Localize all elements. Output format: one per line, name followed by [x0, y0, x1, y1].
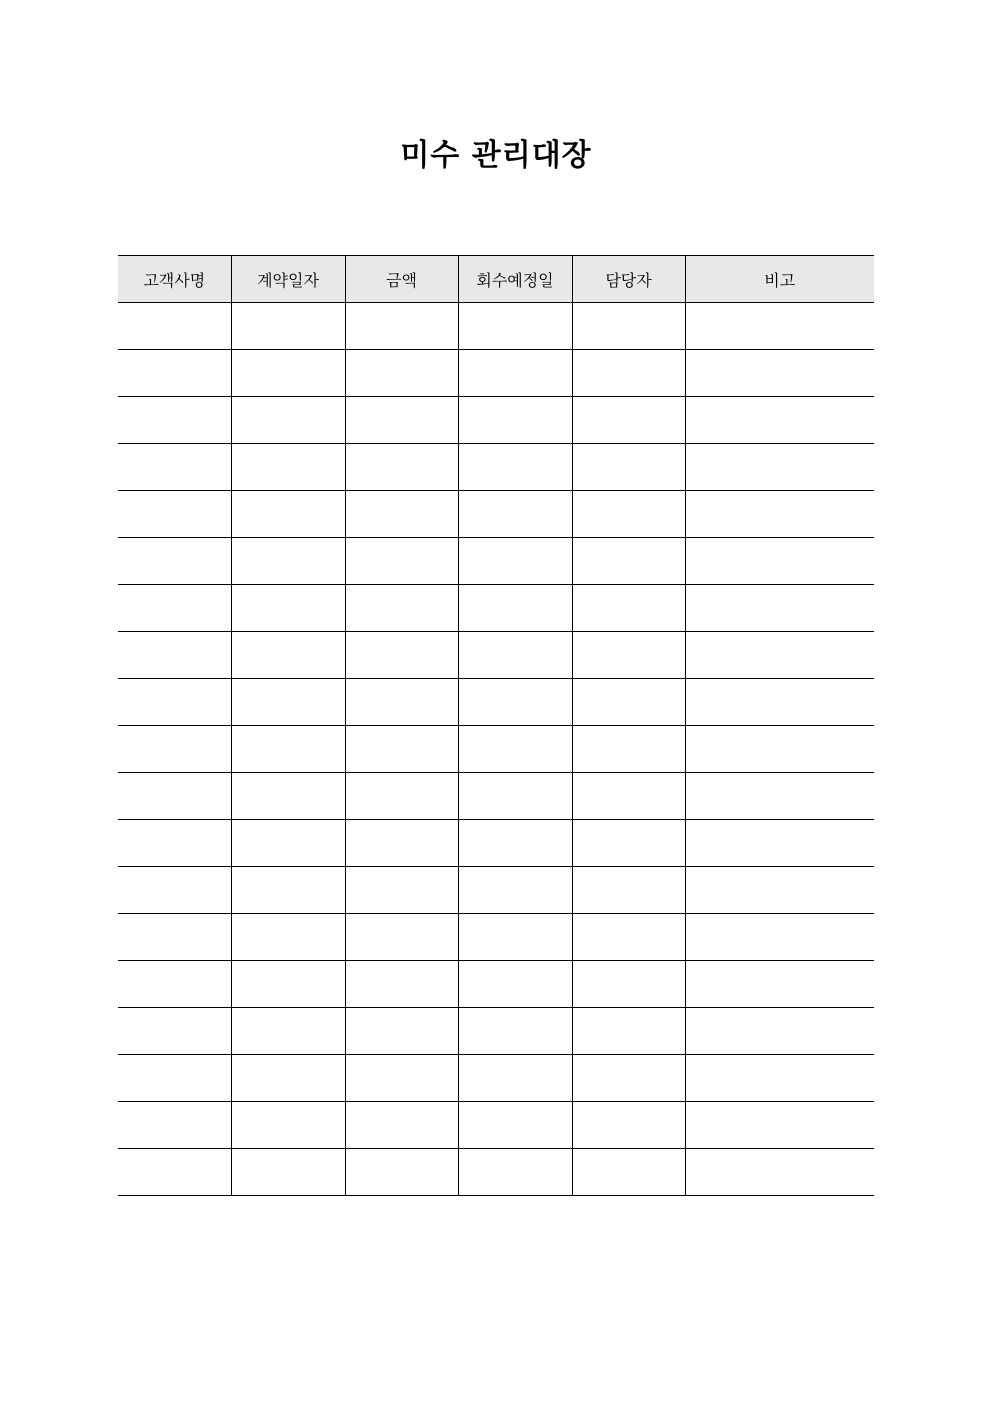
cell-manager[interactable] [572, 867, 685, 914]
table-row [118, 679, 874, 726]
cell-amount[interactable] [345, 303, 458, 350]
cell-contract-date[interactable] [231, 444, 345, 491]
cell-amount[interactable] [345, 726, 458, 773]
cell-manager[interactable] [572, 444, 685, 491]
table-row [118, 1102, 874, 1149]
cell-customer[interactable] [118, 1055, 231, 1102]
cell-customer[interactable] [118, 585, 231, 632]
table-row [118, 773, 874, 820]
cell-amount[interactable] [345, 397, 458, 444]
cell-remarks[interactable] [685, 585, 874, 632]
cell-collection-date[interactable] [458, 1055, 572, 1102]
cell-remarks[interactable] [685, 1149, 874, 1196]
table-row [118, 1149, 874, 1196]
cell-collection-date[interactable] [458, 303, 572, 350]
cell-remarks[interactable] [685, 444, 874, 491]
cell-contract-date[interactable] [231, 350, 345, 397]
cell-collection-date[interactable] [458, 914, 572, 961]
column-header-amount: 금액 [345, 256, 458, 303]
cell-manager[interactable] [572, 726, 685, 773]
cell-manager[interactable] [572, 1149, 685, 1196]
table-row [118, 585, 874, 632]
cell-collection-date[interactable] [458, 491, 572, 538]
cell-manager[interactable] [572, 679, 685, 726]
cell-contract-date[interactable] [231, 632, 345, 679]
cell-manager[interactable] [572, 1055, 685, 1102]
cell-manager[interactable] [572, 773, 685, 820]
cell-customer[interactable] [118, 303, 231, 350]
cell-manager[interactable] [572, 1102, 685, 1149]
cell-contract-date[interactable] [231, 303, 345, 350]
cell-customer[interactable] [118, 773, 231, 820]
cell-contract-date[interactable] [231, 914, 345, 961]
cell-remarks[interactable] [685, 820, 874, 867]
cell-customer[interactable] [118, 1149, 231, 1196]
cell-remarks[interactable] [685, 632, 874, 679]
cell-collection-date[interactable] [458, 350, 572, 397]
cell-collection-date[interactable] [458, 1008, 572, 1055]
cell-contract-date[interactable] [231, 961, 345, 1008]
cell-remarks[interactable] [685, 303, 874, 350]
cell-contract-date[interactable] [231, 1149, 345, 1196]
cell-manager[interactable] [572, 585, 685, 632]
cell-remarks[interactable] [685, 961, 874, 1008]
cell-manager[interactable] [572, 303, 685, 350]
cell-manager[interactable] [572, 350, 685, 397]
cell-amount[interactable] [345, 1008, 458, 1055]
table-row [118, 726, 874, 773]
cell-collection-date[interactable] [458, 632, 572, 679]
table-row [118, 632, 874, 679]
cell-collection-date[interactable] [458, 444, 572, 491]
cell-customer[interactable] [118, 1008, 231, 1055]
cell-amount[interactable] [345, 961, 458, 1008]
cell-customer[interactable] [118, 538, 231, 585]
cell-amount[interactable] [345, 1055, 458, 1102]
cell-collection-date[interactable] [458, 773, 572, 820]
table-header-row [118, 256, 874, 303]
cell-manager[interactable] [572, 1008, 685, 1055]
cell-amount[interactable] [345, 773, 458, 820]
cell-amount[interactable] [345, 538, 458, 585]
cell-amount[interactable] [345, 444, 458, 491]
table-row [118, 538, 874, 585]
cell-collection-date[interactable] [458, 1149, 572, 1196]
table-row [118, 1055, 874, 1102]
cell-collection-date[interactable] [458, 1102, 572, 1149]
cell-amount[interactable] [345, 350, 458, 397]
cell-amount[interactable] [345, 867, 458, 914]
cell-contract-date[interactable] [231, 773, 345, 820]
cell-customer[interactable] [118, 350, 231, 397]
cell-contract-date[interactable] [231, 538, 345, 585]
page-title: 미수 관리대장 [400, 138, 592, 173]
table-body [118, 303, 874, 1196]
cell-manager[interactable] [572, 914, 685, 961]
cell-collection-date[interactable] [458, 397, 572, 444]
table-row [118, 867, 874, 914]
cell-amount[interactable] [345, 1149, 458, 1196]
cell-contract-date[interactable] [231, 585, 345, 632]
receivables-ledger-table [118, 255, 874, 1196]
table-row [118, 914, 874, 961]
cell-manager[interactable] [572, 538, 685, 585]
cell-remarks[interactable] [685, 491, 874, 538]
cell-remarks[interactable] [685, 914, 874, 961]
cell-customer[interactable] [118, 1102, 231, 1149]
cell-customer[interactable] [118, 632, 231, 679]
cell-collection-date[interactable] [458, 961, 572, 1008]
cell-customer[interactable] [118, 679, 231, 726]
cell-collection-date[interactable] [458, 585, 572, 632]
cell-amount[interactable] [345, 820, 458, 867]
table-row [118, 444, 874, 491]
cell-customer[interactable] [118, 444, 231, 491]
column-header-customer: 고객사명 [118, 256, 231, 303]
table-row [118, 1008, 874, 1055]
cell-customer[interactable] [118, 726, 231, 773]
table-row [118, 820, 874, 867]
cell-collection-date[interactable] [458, 679, 572, 726]
table-row [118, 350, 874, 397]
table-row [118, 491, 874, 538]
table-row [118, 961, 874, 1008]
cell-manager[interactable] [572, 820, 685, 867]
cell-manager[interactable] [572, 491, 685, 538]
cell-customer[interactable] [118, 491, 231, 538]
cell-customer[interactable] [118, 397, 231, 444]
cell-remarks[interactable] [685, 538, 874, 585]
column-header-contract-date: 계약일자 [231, 256, 345, 303]
cell-amount[interactable] [345, 585, 458, 632]
cell-customer[interactable] [118, 914, 231, 961]
cell-customer[interactable] [118, 820, 231, 867]
cell-amount[interactable] [345, 632, 458, 679]
table-row [118, 303, 874, 350]
cell-remarks[interactable] [685, 350, 874, 397]
cell-remarks[interactable] [685, 1008, 874, 1055]
cell-amount[interactable] [345, 1102, 458, 1149]
column-header-manager: 담당자 [572, 256, 685, 303]
cell-manager[interactable] [572, 397, 685, 444]
cell-contract-date[interactable] [231, 1008, 345, 1055]
cell-remarks[interactable] [685, 1102, 874, 1149]
cell-remarks[interactable] [685, 773, 874, 820]
cell-contract-date[interactable] [231, 867, 345, 914]
cell-contract-date[interactable] [231, 679, 345, 726]
cell-amount[interactable] [345, 914, 458, 961]
cell-contract-date[interactable] [231, 1055, 345, 1102]
cell-contract-date[interactable] [231, 726, 345, 773]
column-header-collection-date: 회수예정일 [458, 256, 572, 303]
cell-contract-date[interactable] [231, 397, 345, 444]
cell-contract-date[interactable] [231, 1102, 345, 1149]
cell-remarks[interactable] [685, 679, 874, 726]
cell-manager[interactable] [572, 632, 685, 679]
table-row [118, 397, 874, 444]
cell-collection-date[interactable] [458, 726, 572, 773]
cell-customer[interactable] [118, 961, 231, 1008]
cell-contract-date[interactable] [231, 820, 345, 867]
cell-contract-date[interactable] [231, 491, 345, 538]
cell-manager[interactable] [572, 961, 685, 1008]
cell-amount[interactable] [345, 491, 458, 538]
cell-remarks[interactable] [685, 867, 874, 914]
cell-remarks[interactable] [685, 397, 874, 444]
cell-customer[interactable] [118, 867, 231, 914]
column-header-remarks: 비고 [685, 256, 874, 303]
cell-collection-date[interactable] [458, 820, 572, 867]
cell-remarks[interactable] [685, 1055, 874, 1102]
cell-collection-date[interactable] [458, 538, 572, 585]
cell-amount[interactable] [345, 679, 458, 726]
cell-remarks[interactable] [685, 726, 874, 773]
cell-collection-date[interactable] [458, 867, 572, 914]
